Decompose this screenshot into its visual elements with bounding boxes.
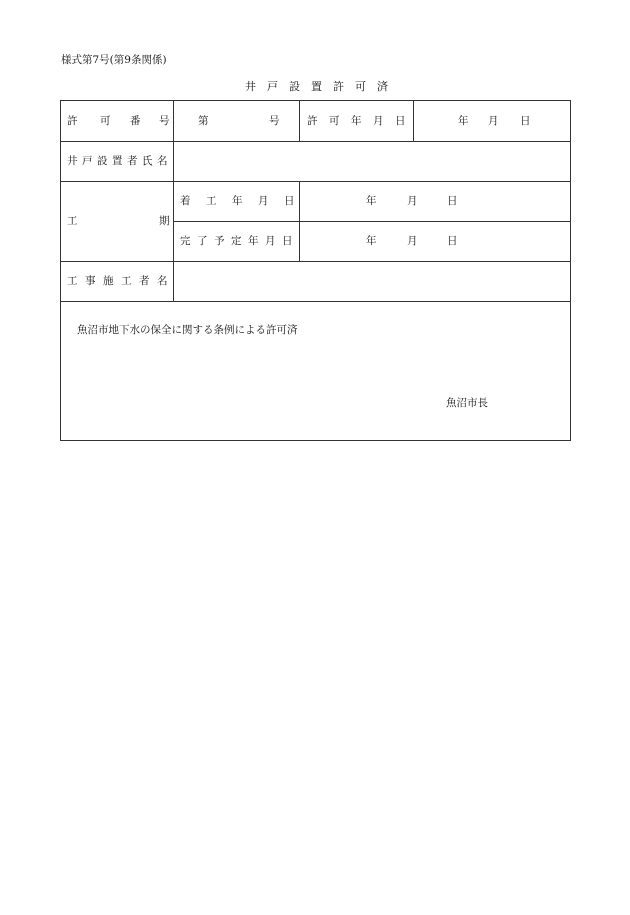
completion-date-label-char: 月	[265, 235, 276, 247]
installer-name-label-char: 設	[97, 155, 108, 167]
permit-date-label-char: 可	[329, 115, 340, 127]
installer-name-label-char: 氏	[142, 155, 153, 167]
ordinance-statement: 魚沼市地下水の保全に関する条例による許可済	[77, 324, 298, 336]
issuer-name: 魚沼市長	[446, 397, 488, 409]
row-divider	[61, 141, 570, 142]
permit-table	[60, 100, 571, 441]
completion-date-day: 日	[447, 235, 458, 247]
row-divider	[61, 181, 570, 182]
permit-number-label-char: 号	[159, 115, 170, 127]
installer-name-label-char: 井	[67, 155, 78, 167]
start-date-month: 月	[407, 195, 418, 207]
completion-date-label-char: 定	[231, 235, 242, 247]
permit-date-label-char: 年	[351, 115, 362, 127]
row-divider	[174, 221, 570, 222]
installer-name-label-char: 名	[157, 155, 168, 167]
contractor-label-char: 施	[103, 275, 114, 287]
permit-date-label-char: 許	[307, 115, 318, 127]
permit-number-label-char: 番	[130, 115, 141, 127]
completion-date-label-char: 完	[180, 235, 191, 247]
contractor-label-char: 事	[85, 275, 96, 287]
contractor-label-char: 工	[121, 275, 132, 287]
completion-date-label-char: 了	[197, 235, 208, 247]
contractor-label-char: 者	[139, 275, 150, 287]
permit-date-label-char: 月	[373, 115, 384, 127]
completion-date-label-char: 年	[248, 235, 259, 247]
document-title: 井 戸 設 置 許 可 済	[245, 80, 388, 93]
start-date-year: 年	[366, 195, 377, 207]
permit-number-go: 号	[269, 115, 280, 127]
completion-date-label-char: 予	[214, 235, 225, 247]
permit-date-day: 日	[520, 115, 531, 127]
row-divider	[61, 301, 570, 302]
form-reference: 様式第7号(第9条関係)	[61, 54, 167, 66]
work-period-label-char: 期	[159, 215, 170, 227]
completion-date-year: 年	[366, 235, 377, 247]
permit-date-label-char: 日	[395, 115, 406, 127]
completion-date-month: 月	[407, 235, 418, 247]
contractor-label-char: 名	[157, 275, 168, 287]
installer-name-label-char: 戸	[82, 155, 93, 167]
permit-number-dai: 第	[198, 115, 209, 127]
permit-number-label-char: 許	[67, 115, 78, 127]
start-date-label-char: 工	[206, 195, 217, 207]
start-date-day: 日	[447, 195, 458, 207]
start-date-label-char: 年	[232, 195, 243, 207]
installer-name-label-char: 者	[127, 155, 138, 167]
column-divider	[299, 101, 300, 141]
contractor-label-char: 工	[67, 275, 78, 287]
row-divider	[61, 261, 570, 262]
permit-date-year: 年	[458, 115, 469, 127]
installer-name-label-char: 置	[112, 155, 123, 167]
start-date-label-char: 日	[284, 195, 295, 207]
permit-number-label-char: 可	[100, 115, 111, 127]
completion-date-label-char: 日	[282, 235, 293, 247]
start-date-label-char: 着	[180, 195, 191, 207]
column-divider	[413, 101, 414, 141]
start-date-label-char: 月	[258, 195, 269, 207]
work-period-label-char: 工	[67, 215, 78, 227]
permit-date-month: 月	[488, 115, 499, 127]
column-divider	[173, 101, 174, 301]
column-divider	[299, 181, 300, 261]
